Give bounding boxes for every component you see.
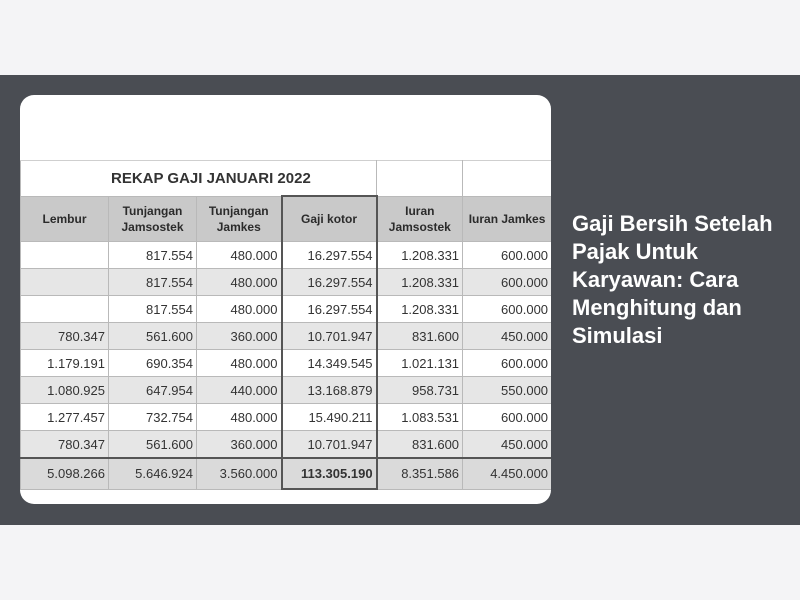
cell-lembur: 1.080.925 [21, 377, 109, 404]
total-tunjangan-jamkes: 3.560.000 [197, 458, 282, 489]
cell-iuran-jamkes: 600.000 [463, 296, 551, 323]
cell-gaji-kotor: 10.701.947 [282, 431, 377, 459]
cell-gaji-kotor: 16.297.554 [282, 269, 377, 296]
table-row [21, 377, 552, 404]
salary-spreadsheet [20, 160, 551, 490]
table-row [21, 323, 552, 350]
cell-iuran-jamsostek: 831.600 [377, 431, 463, 459]
cell-tunjangan-jamkes: 480.000 [197, 242, 282, 269]
table-row [21, 350, 552, 377]
cell-lembur: 1.277.457 [21, 404, 109, 431]
cell-gaji-kotor: 15.490.211 [282, 404, 377, 431]
cell-tunjangan-jamsostek: 690.354 [109, 350, 197, 377]
cell-iuran-jamkes: 600.000 [463, 350, 551, 377]
cell-tunjangan-jamsostek: 817.554 [109, 269, 197, 296]
cell-iuran-jamkes: 450.000 [463, 431, 551, 459]
cell-iuran-jamsostek: 1.208.331 [377, 242, 463, 269]
total-lembur: 5.098.266 [21, 458, 109, 489]
table-row [21, 431, 552, 459]
cell-gaji-kotor: 13.168.879 [282, 377, 377, 404]
featured-image[interactable] [20, 95, 551, 504]
cell-tunjangan-jamkes: 480.000 [197, 296, 282, 323]
total-iuran-jamkes: 4.450.000 [463, 458, 551, 489]
cell-iuran-jamsostek: 1.083.531 [377, 404, 463, 431]
cell-iuran-jamsostek: 1.021.131 [377, 350, 463, 377]
cell-gaji-kotor: 10.701.947 [282, 323, 377, 350]
sheet-header-row [21, 196, 552, 242]
cell-tunjangan-jamsostek: 817.554 [109, 242, 197, 269]
header-iuran-jamkes: Iuran Jamkes [463, 196, 551, 242]
cell-gaji-kotor: 16.297.554 [282, 242, 377, 269]
cell-tunjangan-jamkes: 440.000 [197, 377, 282, 404]
cell-tunjangan-jamkes: 480.000 [197, 350, 282, 377]
table-row [21, 404, 552, 431]
article-banner [0, 75, 800, 525]
cell-gaji-kotor: 14.349.545 [282, 350, 377, 377]
header-tunjangan-jamkes: Tunjangan Jamkes [197, 196, 282, 242]
cell-tunjangan-jamkes: 360.000 [197, 323, 282, 350]
cell-iuran-jamsostek: 1.208.331 [377, 296, 463, 323]
cell-tunjangan-jamkes: 480.000 [197, 404, 282, 431]
header-lembur: Lembur [21, 196, 109, 242]
cell-iuran-jamsostek: 958.731 [377, 377, 463, 404]
totals-row [21, 458, 552, 489]
cell-lembur: 1.179.191 [21, 350, 109, 377]
cell-iuran-jamkes: 550.000 [463, 377, 551, 404]
header-gaji-kotor: Gaji kotor [282, 196, 377, 242]
cell-tunjangan-jamsostek: 817.554 [109, 296, 197, 323]
cell-iuran-jamkes: 600.000 [463, 269, 551, 296]
cell-tunjangan-jamsostek: 732.754 [109, 404, 197, 431]
cell-iuran-jamkes: 600.000 [463, 404, 551, 431]
header-tunjangan-jamsostek: Tunjangan Jamsostek [109, 196, 197, 242]
table-row [21, 296, 552, 323]
cell-tunjangan-jamsostek: 647.954 [109, 377, 197, 404]
cell-gaji-kotor: 16.297.554 [282, 296, 377, 323]
total-iuran-jamsostek: 8.351.586 [377, 458, 463, 489]
cell-lembur: 780.347 [21, 323, 109, 350]
cell-tunjangan-jamkes: 480.000 [197, 269, 282, 296]
cell-lembur [21, 269, 109, 296]
sheet-title: REKAP GAJI JANUARI 2022 [21, 161, 377, 197]
table-row [21, 242, 552, 269]
cell-iuran-jamsostek: 1.208.331 [377, 269, 463, 296]
cell-lembur [21, 296, 109, 323]
article-title[interactable]: Gaji Bersih Setelah Pajak Untuk Karyawan: Cara Menghitung dan Simulasi [572, 211, 773, 348]
cell-tunjangan-jamkes: 360.000 [197, 431, 282, 459]
cell-iuran-jamsostek: 831.600 [377, 323, 463, 350]
total-tunjangan-jamsostek: 5.646.924 [109, 458, 197, 489]
cell-tunjangan-jamsostek: 561.600 [109, 431, 197, 459]
cell-iuran-jamkes: 450.000 [463, 323, 551, 350]
table-row [21, 269, 552, 296]
header-iuran-jamsostek: Iuran Jamsostek [377, 196, 463, 242]
cell-lembur: 780.347 [21, 431, 109, 459]
total-gaji-kotor: 113.305.190 [282, 458, 377, 489]
sheet-title-row [21, 161, 552, 197]
cell-tunjangan-jamsostek: 561.600 [109, 323, 197, 350]
cell-iuran-jamkes: 600.000 [463, 242, 551, 269]
cell-lembur [21, 242, 109, 269]
